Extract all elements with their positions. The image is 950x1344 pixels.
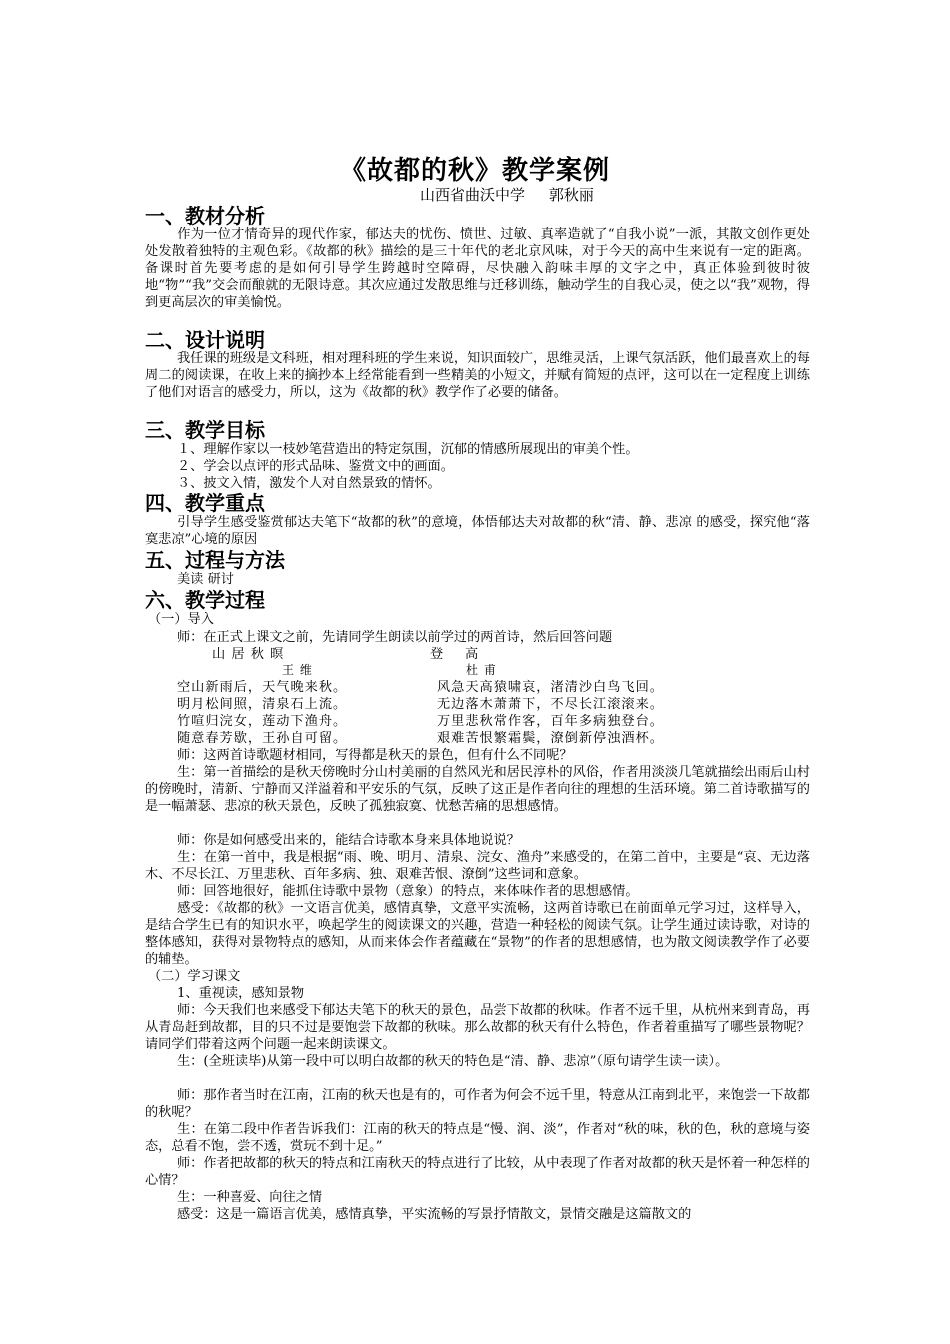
heading-4: 四、教学重点 — [145, 491, 265, 515]
paragraph-design — [145, 350, 810, 401]
paragraph-focus — [145, 514, 810, 548]
paragraph-focus-text: 引导学生感受鉴赏郁达夫笔下“故都的秋”的意境，体悟郁达夫对故都的秋“清、静、悲凉 的感受，探究他“落寞悲凉”心境的原因 — [145, 515, 810, 547]
step-label: 1、重视读，感知景物 — [177, 986, 305, 1001]
heading-1: 一、教材分析 — [145, 204, 265, 228]
poem2-line: 艰难苦恨繁霜鬓，潦倒新停浊酒杯。 — [437, 731, 664, 746]
student-line: 生：一种喜爱、向往之情 — [177, 1190, 323, 1205]
student-answer — [145, 849, 810, 883]
student-paragraph — [145, 1053, 810, 1070]
reflection-paragraph — [145, 900, 810, 968]
student-paragraph-text: 生：在第二段中作者告诉我们：江南的秋天的特点是“慢、润、淡”，作者对“秋的味，秋的色，秋的意境与姿态，总看不饱，尝不透，赏玩不到十足。” — [145, 1122, 810, 1154]
teacher-paragraph — [145, 1087, 810, 1121]
goal-item: １、理解作家以一枝妙笔营造出的特定氛围，沉郁的情感所展现出的审美个性。 — [177, 442, 639, 457]
poem1-line: 竹喧归浣女，莲动下渔舟。 — [177, 714, 348, 729]
poem1-line: 随意春芳歇，王孙自可留。 — [177, 731, 348, 746]
author-line: 山西省曲沃中学 郭秋丽 — [420, 186, 594, 204]
paragraph-analysis — [145, 226, 810, 311]
heading-6: 六、教学过程 — [145, 588, 265, 612]
poem1-line: 明月松间照，清泉石上流。 — [177, 697, 348, 712]
teacher-line: 师：回答地很好，能抓住诗歌中景物（意象）的特点，来体味作者的思想感情。 — [177, 884, 639, 899]
heading-3: 三、教学目标 — [145, 418, 265, 442]
subheading-intro: （一）导入 — [148, 612, 214, 627]
poem2-line: 无边落木萧萧下，不尽长江滚滚来。 — [437, 697, 664, 712]
poem2-title: 登 高 — [430, 647, 480, 662]
teacher-paragraph — [145, 1155, 810, 1189]
student-answer-text: 生：在第一首中，我是根据“雨、晚、明月、清泉、浣女、渔舟”来感受的，在第二首中，主要是“哀、无边落木、不尽长江、万里悲秋、百年多病、独、艰难苦恨、潦倒”这些词和意象。 — [145, 850, 810, 882]
teacher-paragraph-text: 师：今天我们也来感受下郁达夫笔下的秋天的景色，品尝下故都的秋味。作者不远千里，从杭州来到青岛，再从青岛赶到故都，目的只不过是要饱尝下故都的秋味。那么故都的秋天有什么特色，作者着重描写了哪些景物呢？请同学们带着这两个问题一起来朗读课文。 — [145, 1003, 810, 1052]
heading-5: 五、过程与方法 — [145, 548, 285, 572]
poem1-title: 山 居 秋 暝 — [212, 647, 285, 662]
teacher-line: 师：在正式上课文之前，先请同学生朗读以前学过的两首诗，然后回答问题 — [177, 630, 613, 645]
goal-item: ３、披文入情，激发个人对自然景致的情怀。 — [177, 476, 441, 491]
teacher-line: 师：你是如何感受出来的，能结合诗歌本身来具体地说说？ — [177, 833, 520, 848]
goal-item: ２、学会以点评的形式品味、鉴赏文中的画面。 — [177, 459, 454, 474]
document-title: 《故都的秋》教学案例 — [339, 156, 610, 186]
poem2-line: 风急天高猿啸哀，渚清沙白鸟飞回。 — [437, 680, 664, 695]
reflection-text: 感受：《故都的秋》一文语言优美，感情真挚，文意平实流畅，这两首诗歌已在前面单元学习过，这样导入，是结合学生已有的知识水平，唤起学生的阅读课文的兴趣，营造一种轻松的阅读气氛。让学生通过读诗歌，对诗的整体感知，获得对景物特点的感知，从而来体会作者蕴藏在“景物”的作者的思想感情，也为散文阅读教学作了必要的辅垫。 — [145, 901, 810, 967]
heading-2: 二、设计说明 — [145, 328, 265, 352]
method-text: 美读 研讨 — [177, 572, 234, 587]
poem1-poet: 王 维 — [282, 663, 313, 677]
student-answer — [145, 764, 810, 815]
reflection-line: 感受：这是一篇语言优美，感情真挚，平实流畅的写景抒情散文，景情交融是这篇散文的 — [177, 1207, 692, 1222]
poem2-line: 万里悲秋常作客，百年多病独登台。 — [437, 714, 664, 729]
student-paragraph — [145, 1121, 810, 1155]
student-answer-text: 生：第一首描绘的是秋天傍晚时分山村美丽的自然风光和居民淳朴的风俗，作者用淡淡几笔就描绘出雨后山村的傍晚时，清新、宁静而又洋溢着和平安乐的气氛，反映了这正是作者向往的理想的生活环境。第二首诗歌描写的是一幅萧瑟、悲凉的秋天景色，反映了孤独寂寞、忧愁苦痛的思想感情。 — [145, 765, 810, 814]
student-paragraph-text: 生：(全班读毕)从第一段中可以明白故都的秋天的特色是“清、静、悲凉”（原句请学生读一读）。 — [177, 1054, 729, 1069]
poem1-line: 空山新雨后，天气晚来秋。 — [177, 680, 348, 695]
teacher-paragraph-text: 师：作者把故都的秋天的特点和江南秋天的特点进行了比较，从中表现了作者对故都的秋天是怀着一种怎样的心情？ — [145, 1156, 810, 1188]
paragraph-design-text: 我任课的班级是文科班，相对理科班的学生来说，知识面较广，思维灵活，上课气氛活跃，他们最喜欢上的每周二的阅读课，在收上来的摘抄本上经常能看到一些精美的小短文，并赋有简短的点评，这可以在一定程度上训练了他们对语言的感受力，所以，这为《故都的秋》教学作了必要的储备。 — [145, 351, 810, 400]
poem2-poet: 杜 甫 — [466, 663, 497, 677]
teacher-paragraph-text: 师：那作者当时在江南，江南的秋天也是有的，可作者为何会不远千里，特意从江南到北平，来饱尝一下故都的秋呢？ — [145, 1088, 810, 1120]
teacher-paragraph — [145, 1002, 810, 1053]
subheading-lesson: （二）学习课文 — [148, 969, 241, 984]
teacher-line: 师：这两首诗歌题材相同，写得都是秋天的景色，但有什么不同呢？ — [177, 748, 573, 763]
paragraph-analysis-text: 作为一位才情奇异的现代作家，郁达夫的忧伤、愤世、过敏、真率造就了“自我小说”一派，其散文创作更处处发散着独特的主观色彩。《故都的秋》描绘的是三十年代的老北京风味，对于今天的高中生来说有一定的距离。备课时首先要考虑的是如何引导学生跨越时空障碍，尽快融入韵味丰厚的文字之中，真正体验到彼时彼地“物”“我”交会而酿就的无限诗意。其次应通过发散思维与迁移训练，触动学生的自我心灵，使之以“我”观物，得到更高层次的审美愉悦。 — [145, 227, 810, 310]
